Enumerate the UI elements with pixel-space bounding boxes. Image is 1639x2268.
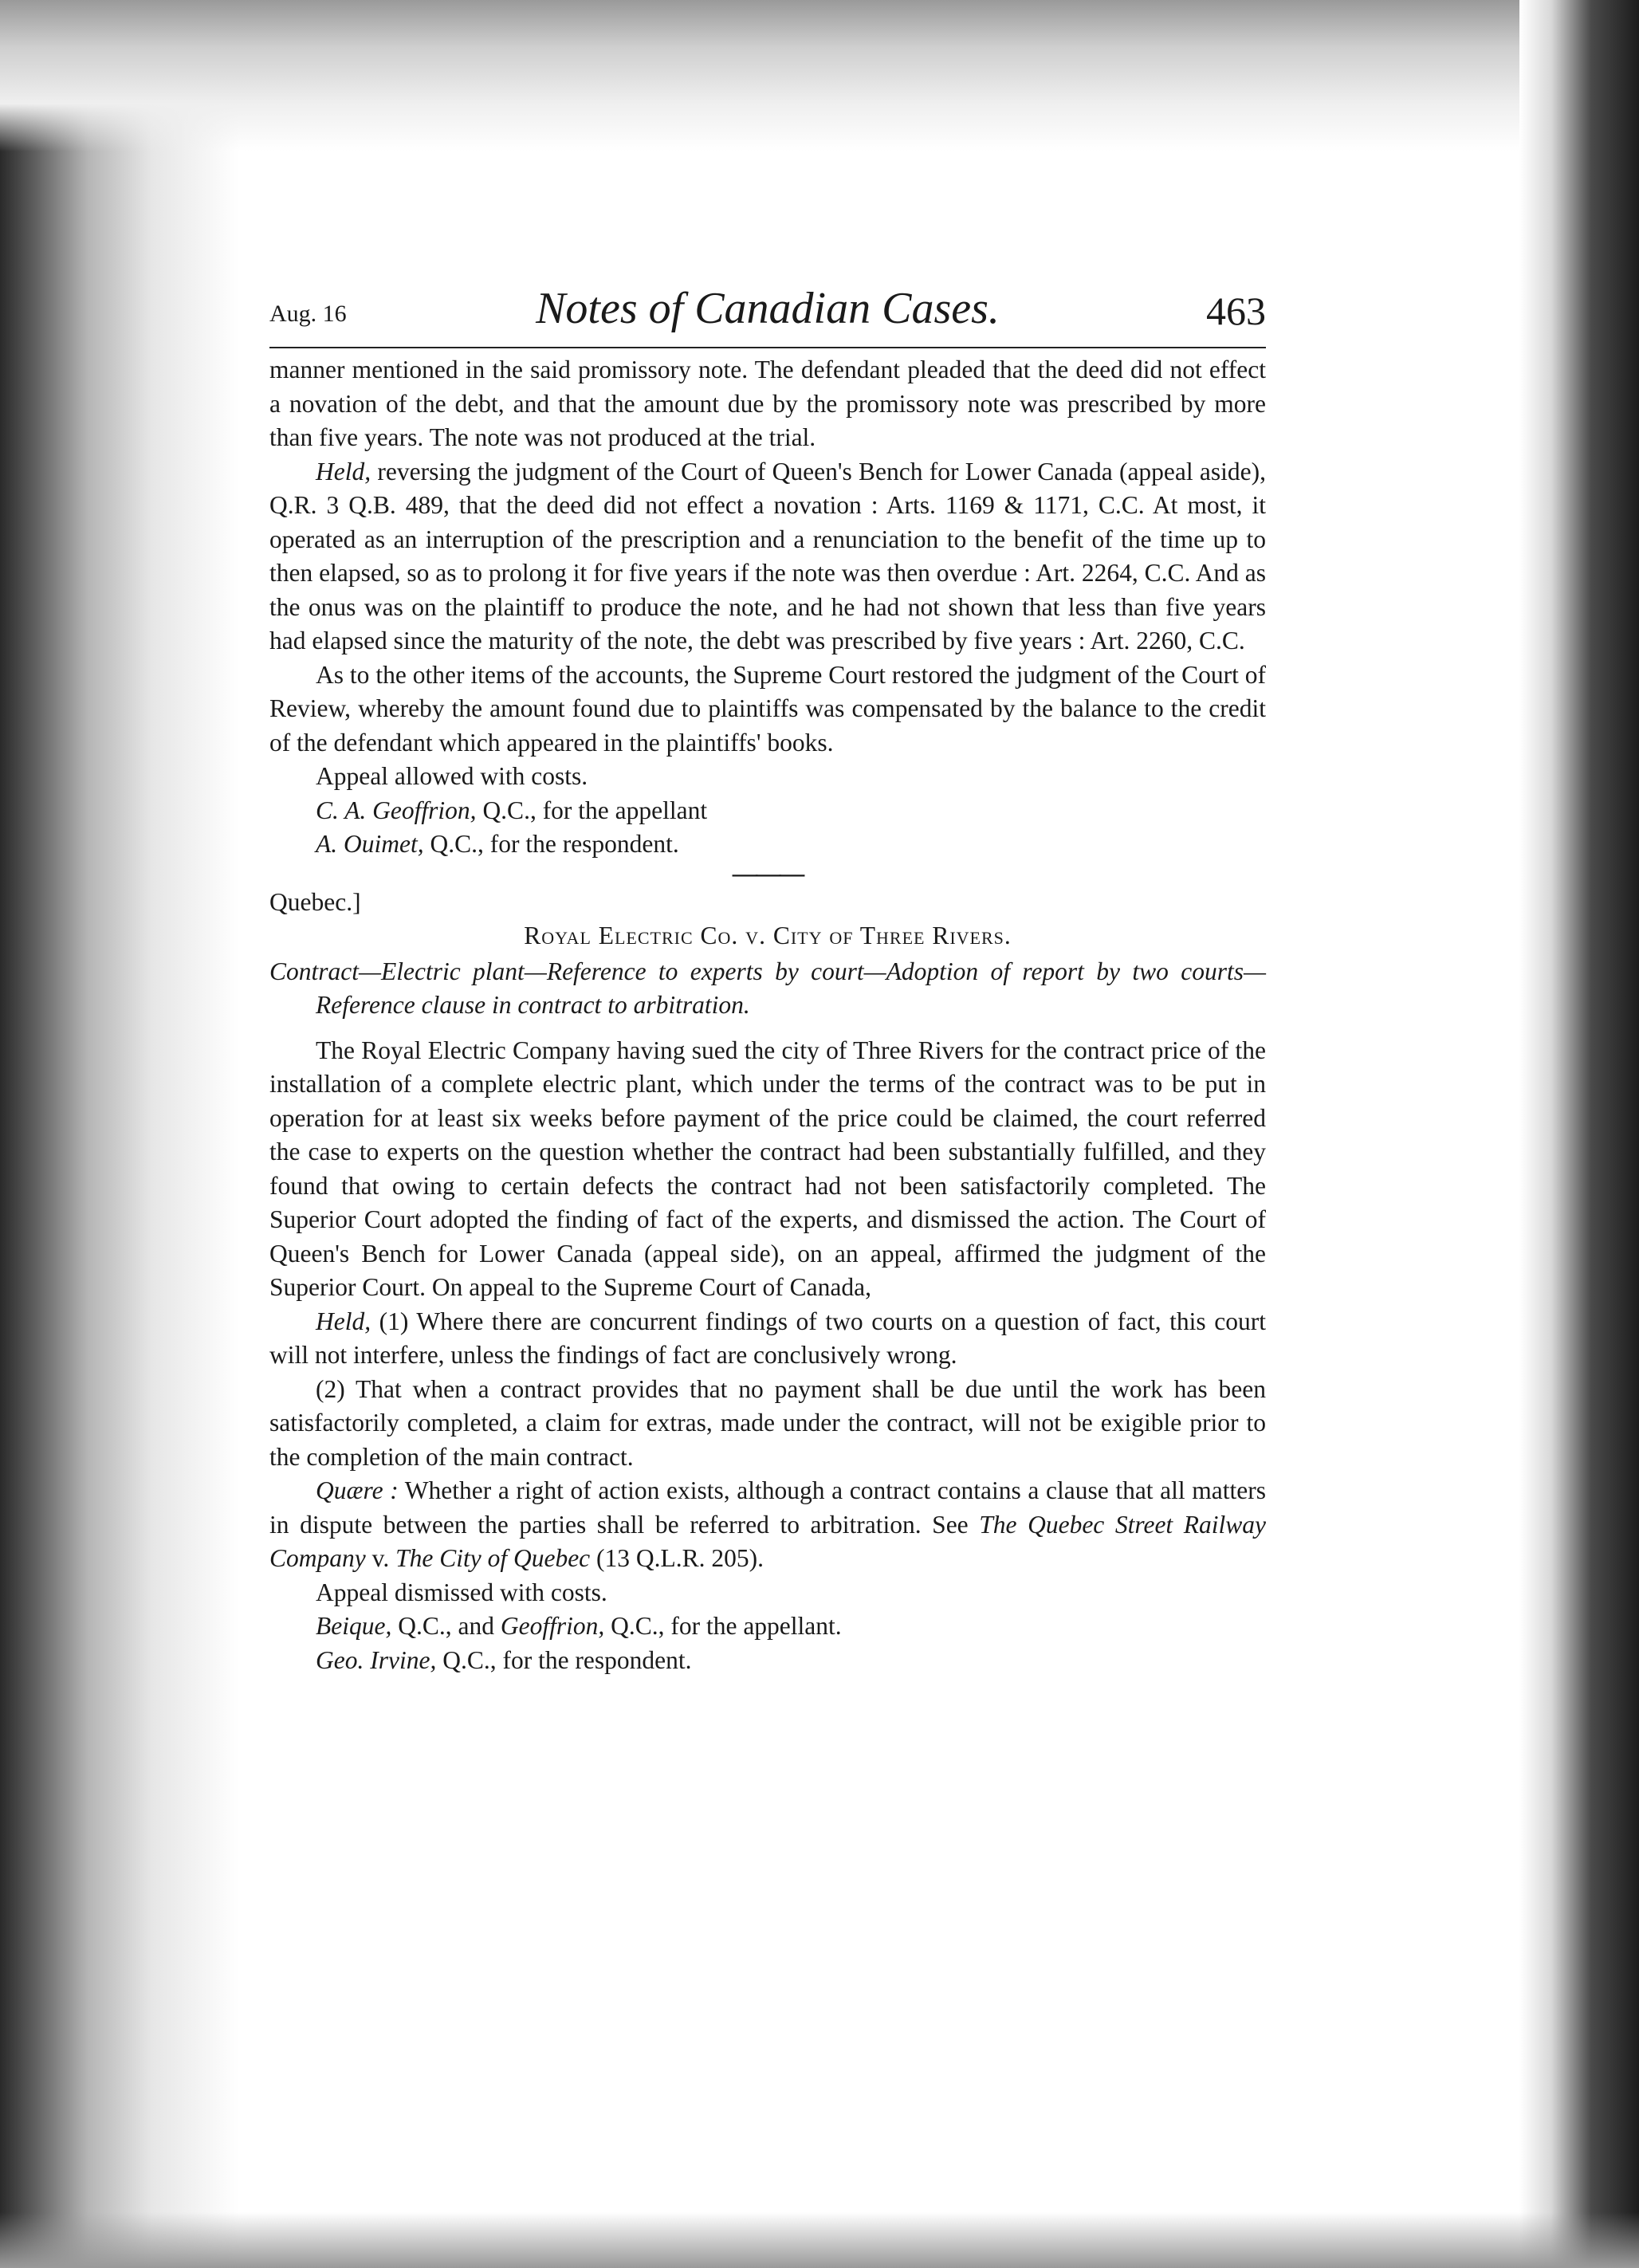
scan-left-edge [0, 0, 239, 2268]
scan-right-edge [1519, 0, 1639, 2268]
page-body [269, 353, 1266, 1677]
counsel-name: Geoffrion, [500, 1612, 605, 1640]
disposition: Appeal dismissed with costs. [316, 1578, 607, 1606]
scan-top-edge [0, 0, 1639, 151]
counsel-role: Q.C., for the respondent. [436, 1645, 692, 1674]
disposition: Appeal allowed with costs. [316, 762, 588, 790]
counsel-line [269, 1610, 1266, 1644]
running-header [269, 283, 1266, 348]
case-title: Royal Electric Co. v. City of Three Rivers. [524, 922, 1012, 949]
counsel-line [269, 1644, 1266, 1678]
counsel-name: Beique, [316, 1612, 392, 1640]
held-paragraph [269, 455, 1266, 658]
scan-bottom-edge [0, 2212, 1639, 2268]
quaere-text: Whether a right of action exists, although a contract contains a clause that all matters in dispute between the parties shall be referred to arbitration. See [269, 1476, 1266, 1539]
cited-case: The City of Quebec [395, 1544, 591, 1572]
held-text: (1) Where there are concurrent findings of two courts on a question of fact, this court will not interfere, unless the findings of fact are conclusively wrong. [269, 1307, 1266, 1369]
citation: (13 Q.L.R. 205). [590, 1544, 764, 1572]
counsel-name: A. Ouimet, [316, 830, 424, 858]
counsel-name: Geo. Irvine, [316, 1645, 437, 1674]
paragraph: manner mentioned in the said promissory note. The defendant pleaded that the deed did not effect a novation of the debt, and that the amount due by the promissory note was prescribed by more than five years. The note was not produced at the trial. [269, 356, 1266, 451]
header-date: Aug. 16 [269, 301, 347, 327]
held-label: Held, [316, 457, 371, 485]
held-text: reversing the judgment of the Court of Queen's Bench for Lower Canada (appeal aside), Q.R. 3 Q.B. 489, that the deed did not effect a novation : Arts. 1169 & 1171, C.C. At most, it operated as an interruption of the prescription and a renunciation to the benefit of the time up to then elapsed, so as to prolong it for five years if the note was then overdue : Art. 2264, C.C. And as the onus was on the plaintiff to produce the note, and he had not shown that less than five years had elapsed since the maturity of the note, the debt was prescribed by five years : Art. 2260, C.C. [269, 457, 1266, 654]
case-separator: ——— [732, 859, 804, 887]
counsel-role: Q.C., for the appellant [476, 796, 708, 824]
quaere-label: Quære : [316, 1476, 399, 1504]
held-label: Held, [316, 1307, 371, 1335]
counsel-joiner: Q.C., and [391, 1612, 501, 1640]
versus: v. [365, 1544, 396, 1572]
counsel-role: Q.C., for the appellant. [604, 1612, 842, 1640]
counsel-line [269, 827, 1266, 862]
counsel-name: C. A. Geoffrion, [316, 796, 477, 824]
paragraph: (2) That when a contract provides that no payment shall be due until the work has been satisfactorily completed, a claim for extras, made under the contract, will not be exigible prior to the completion of the main contract. [269, 1374, 1266, 1471]
paragraph: As to the other items of the accounts, the Supreme Court restored the judgment of the Court of Review, whereby the amount found due to plaintiffs was compensated by the balance to the credit of the defendant which appeared in the plaintiffs' books. [269, 660, 1266, 757]
headnote: Contract—Electric plant—Reference to experts by court—Adoption of report by two courts—Reference clause in contract to arbitration. [269, 957, 1266, 1019]
counsel-line [269, 794, 1266, 828]
page-number: 463 [1206, 289, 1266, 333]
held-paragraph [269, 1305, 1266, 1373]
header-title: Notes of Canadian Cases. [536, 284, 1000, 333]
court-label: Quebec.] [269, 887, 361, 916]
counsel-role: Q.C., for the respondent. [423, 830, 679, 858]
cited-case: The Quebec Street Railway Company [269, 1510, 1267, 1572]
page [269, 283, 1266, 1677]
quaere-paragraph [269, 1474, 1266, 1576]
paragraph: The Royal Electric Company having sued the city of Three Rivers for the contract price of the installation of a complete electric plant, which under the terms of the contract was to be put in operation for at least six weeks before payment of the price could be claimed, the court referred the case to experts on the question whether the contract had been substantially fulfilled, and they found that owing to certain defects the contract had not been satisfactorily completed. The Superior Court adopted the finding of fact of the experts, and dismissed the action. The Court of Queen's Bench for Lower Canada (appeal side), on an appeal, affirmed the judgment of the Superior Court. On appeal to the Supreme Court of Canada, [269, 1036, 1266, 1301]
